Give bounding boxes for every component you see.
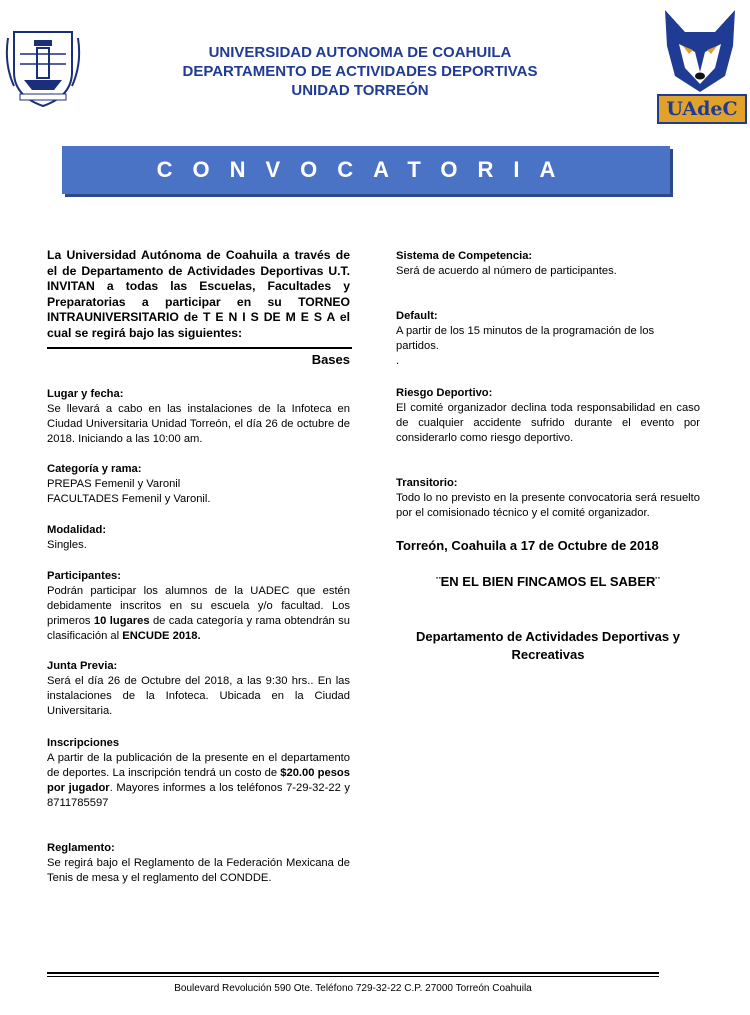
default-text: A partir de los 15 minutos de la programación de los partidos. (396, 325, 655, 352)
riesgo-section (396, 386, 700, 446)
participantes-section (47, 569, 350, 644)
participantes-top-places: 10 lugares (93, 615, 150, 627)
convocatoria-banner: CONVOCATORIA (62, 146, 670, 194)
categoria-line-2: FACULTADES Femenil y Varonil. (47, 493, 211, 505)
transitorio-section (396, 476, 700, 521)
categoria-line-1: PREPAS Femenil y Varonil (47, 478, 181, 490)
participantes-text-1: Podrán participar los alumnos de la UADEC que estén debidamente inscritos en su escuela y/o facultad. Los primeros (47, 585, 350, 627)
reglamento-section (47, 841, 350, 886)
categoria-section (47, 462, 350, 507)
date-line: Torreón, Coahuila a 17 de Octubre de 2018 (396, 538, 659, 553)
mascot-label: UAdeC (657, 94, 747, 124)
department-signature-1: Departamento de Actividades Deportivas y (416, 629, 680, 644)
intro-text-end: el cual se regirá bajo las siguientes: (47, 310, 350, 340)
footer-divider (47, 972, 659, 974)
default-section (396, 309, 700, 369)
bases-divider (47, 347, 352, 349)
university-name: UNIVERSIDAD AUTONOMA DE COAHUILA (208, 44, 512, 61)
participantes-text (47, 584, 350, 644)
sistema-text: Será de acuerdo al número de participantes. (396, 265, 617, 277)
junta-heading: Junta Previa: (47, 660, 118, 672)
inscripciones-heading: Inscripciones (47, 737, 120, 749)
default-heading: Default: (396, 310, 438, 322)
sistema-heading: Sistema de Competencia: (396, 250, 533, 262)
transitorio-heading: Transitorio: (396, 477, 458, 489)
junta-section (47, 659, 350, 719)
participantes-heading: Participantes: (47, 570, 121, 582)
inscripciones-text-1: A partir de la publicación de la presente en el departamento de deportes. La inscripción tendrá un costo de (47, 752, 350, 779)
modalidad-heading: Modalidad: (47, 524, 107, 536)
inscripciones-text-2: . Mayores informes a los teléfonos 7-29-32-22 y 8711785597 (47, 782, 350, 809)
riesgo-text: El comité organizador declina toda responsabilidad en caso de cualquier accidente sufrido durante el evento por considerarlo como riesgo deportivo. (396, 402, 700, 444)
sistema-section (396, 249, 700, 279)
reglamento-heading: Reglamento: (47, 842, 115, 854)
categoria-heading: Categoría y rama: (47, 463, 142, 475)
lugar-text: Se llevará a cabo en las instalaciones de la Infoteca en Ciudad Universitaria Unidad Torreón, el día 26 de octubre de 2018. Iniciando a las 10:00 am. (47, 403, 350, 445)
junta-text: Será el día 26 de Octubre del 2018, a las 9:30 hrs.. En las instalaciones de la Infoteca. Ubicada en la Ciudad Universitaria. (47, 675, 350, 717)
transitorio-text: Todo lo no previsto en la presente convocatoria será resuelto por el comisionado técnico y el comité organizador. (396, 492, 700, 519)
lugar-heading: Lugar y fecha: (47, 388, 124, 400)
inscripciones-text (47, 751, 350, 811)
intro-paragraph (47, 248, 350, 341)
modalidad-text: Singles. (47, 539, 87, 551)
motto: ¨EN EL BIEN FINCAMOS EL SABER¨ (436, 574, 660, 589)
inscripciones-cost: $20.00 pesos por jugador (47, 767, 350, 794)
modalidad-section (47, 523, 350, 553)
campus-name: UNIDAD TORREÓN (291, 82, 429, 99)
participantes-encude: ENCUDE 2018. (122, 630, 201, 642)
bases-heading: Bases (311, 352, 350, 367)
footer-divider-thin (47, 976, 659, 977)
wolf-icon (655, 6, 745, 96)
department-signature-2: Recreativas (511, 647, 585, 662)
footer-address: Boulevard Revolución 590 Ote. Teléfono 729-32-22 C.P. 27000 Torreón Coahuila (174, 983, 532, 994)
riesgo-heading: Riesgo Deportivo: (396, 387, 493, 399)
sport-name: T E N I S DE M E S A (202, 310, 335, 324)
participantes-text-2: de cada categoría y rama obtendrán su clasificación al (47, 615, 350, 642)
department-name: DEPARTAMENTO DE ACTIVIDADES DEPORTIVAS (182, 63, 538, 80)
default-dot: . (396, 355, 400, 367)
inscripciones-section (47, 736, 350, 811)
university-crest-logo (4, 24, 82, 110)
reglamento-text: Se regirá bajo el Reglamento de la Federación Mexicana de Tenis de mesa y el reglamento del CONDDE. (47, 857, 350, 884)
uadec-mascot-logo (655, 6, 745, 124)
lugar-section (47, 387, 350, 447)
intro-text: La Universidad Autónoma de Coahuila a través de el de Departamento de Actividades Deportivas U.T. INVITAN a todas las Escuelas, Facultades y Preparatorias a participar en su TORNEO INTRAUNIVERSITARIO de (47, 248, 350, 324)
